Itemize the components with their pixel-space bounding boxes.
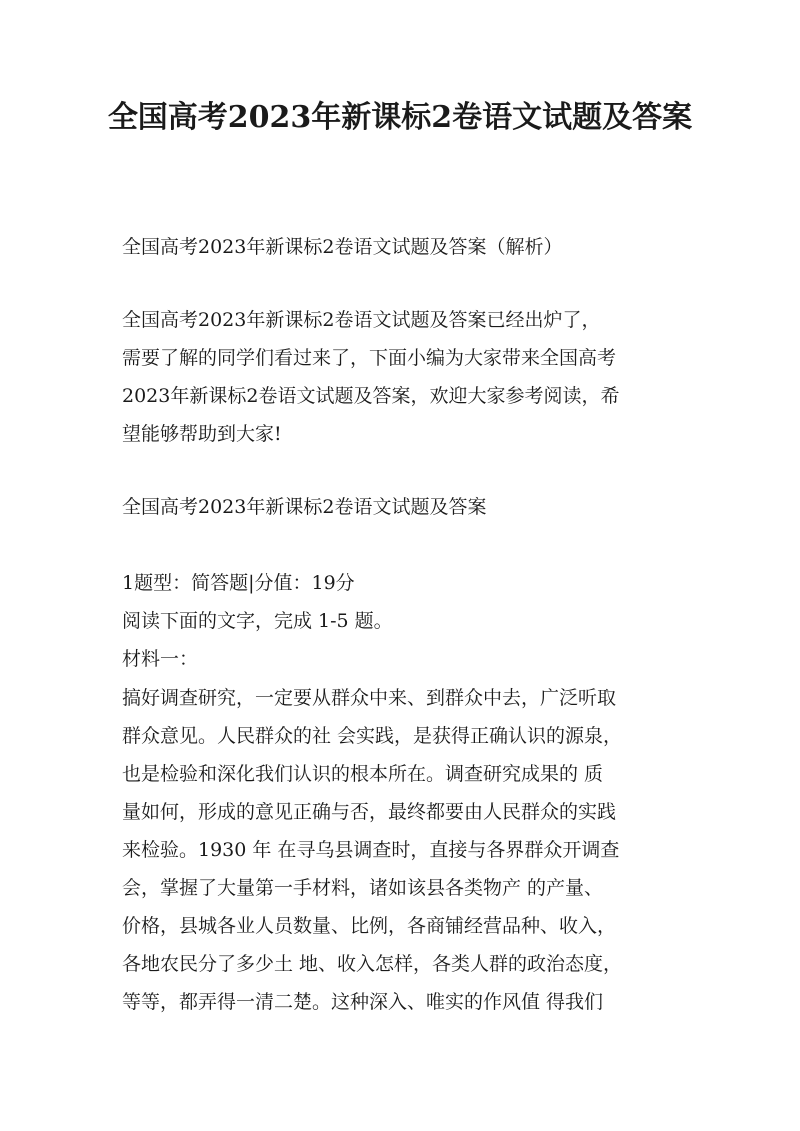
question-meta: 1题型：简答题|分值：19分 <box>122 572 355 594</box>
material-line-6: 会，掌握了大量第一手材料，诸如该县各类物产 的产量、 <box>122 877 604 899</box>
material-line-3: 也是检验和深化我们认识的根本所在。调查研究成果的 质 <box>122 763 604 785</box>
material-line-9: 等等，都弄得一清二楚。这种深入、唯实的作风值 得我们 <box>122 991 604 1013</box>
document-subtitle: 全国高考2023年新课标2卷语文试题及答案（解析） <box>122 236 563 258</box>
material-label: 材料一： <box>122 648 199 670</box>
intro-line-1: 全国高考2023年新课标2卷语文试题及答案已经出炉了， <box>122 309 601 331</box>
material-line-8: 各地农民分了多少土 地、收入怎样，各类人群的政治态度， <box>122 953 623 975</box>
intro-line-3: 2023年新课标2卷语文试题及答案，欢迎大家参考阅读，希 <box>122 385 620 407</box>
question-instruction: 阅读下面的文字，完成 1-5 题。 <box>122 610 393 632</box>
document-title: 全国高考2023年新课标2卷语文试题及答案 <box>107 100 693 135</box>
intro-line-4: 望能够帮助到大家! <box>122 423 282 445</box>
material-line-4: 量如何，形成的意见正确与否，最终都要由人民群众的实践 <box>122 801 617 823</box>
material-line-7: 价格，县城各业人员数量、比例，各商铺经营品种、收入， <box>122 915 617 937</box>
material-line-1: 搞好调查研究，一定要从群众中来、到群众中去，广泛听取 <box>122 687 617 709</box>
material-line-2: 群众意见。人民群众的社 会实践，是获得正确认识的源泉， <box>122 725 623 747</box>
intro-line-2: 需要了解的同学们看过来了，下面小编为大家带来全国高考 <box>122 347 617 369</box>
material-line-5: 来检验。1930 年 在寻乌县调查时，直接与各界群众开调查 <box>122 839 620 861</box>
section-heading: 全国高考2023年新课标2卷语文试题及答案 <box>122 496 487 518</box>
